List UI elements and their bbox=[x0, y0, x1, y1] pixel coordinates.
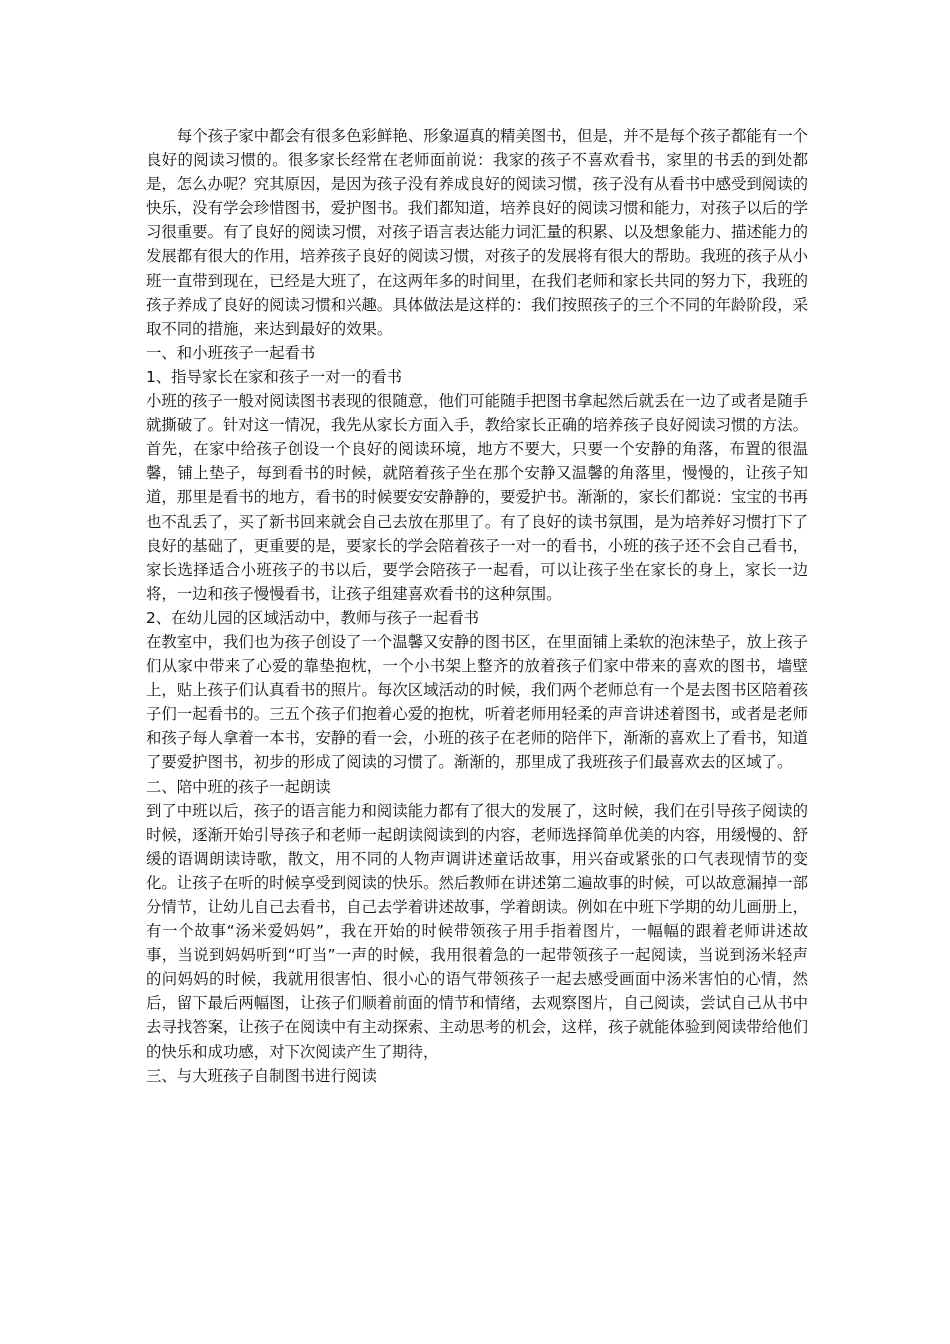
section-heading-1: 一、和小班孩子一起看书 bbox=[146, 343, 316, 362]
body-paragraph-middle-class-reading: 到了中班以后，孩子的语言能力和阅读能力都有了很大的发展了，这时候，我们在引导孩子阅读的时候，逐渐开始引导孩子和老师一起朗读阅读到的内容，老师选择简单优美的内容，用缓慢的、舒缓的语调朗读诗歌，散文，用不同的人物声调讲述童话故事，用兴奋或紧张的口气表现情节的变化。让孩子在听的时候享受到阅读的快乐。然后教师在讲述第二遍故事的时候，可以故意漏掉一部分情节，让幼儿自己去看书，自己去学着讲述故事，学着朗读。例如在中班下学期的幼儿画册上，有一个故事“汤米爱妈妈”，我在开始的时候带领孩子用手指着图片，一幅幅的跟着老师讲述故事，当说到妈妈听到“叮当”一声的时候，我用很着急的一起带领孩子一起阅读，当说到汤米轻声的问妈妈的时候，我就用很害怕、很小心的语气带领孩子一起去感受画面中汤米害怕的心情，然后，留下最后两幅图，让孩子们顺着前面的情节和情绪，去观察图片，自己阅读，尝试自己从书中去寻找答案，让孩子在阅读中有主动探索、主动思考的机会，这样，孩子就能体验到阅读带给他们的快乐和成功感，对下次阅读产生了期待， bbox=[146, 801, 808, 1061]
body-paragraph-classroom-reading-area: 在教室中，我们也为孩子创设了一个温馨又安静的图书区，在里面铺上柔软的泡沫垫子，放上孩子们从家中带来了心爱的靠垫抱枕，一个小书架上整齐的放着孩子们家中带来的喜欢的图书，墙壁上，贴上孩子们认真看书的照片。每次区域活动的时候，我们两个老师总有一个是去图书区陪着孩子们一起看书的。三五个孩子们抱着心爱的抱枕，听着老师用轻柔的声音讲述着图书，或者是老师和孩子每人拿着一本书，安静的看一会，小班的孩子在老师的陪伴下，渐渐的喜欢上了看书，知道了要爱护图书，初步的形成了阅读的习惯了。渐渐的，那里成了我班孩子们最喜欢去的区域了。 bbox=[146, 632, 808, 772]
subsection-heading-1-2: 2、在幼儿园的区域活动中，教师与孩子一起看书 bbox=[146, 608, 479, 627]
intro-paragraph: 每个孩子家中都会有很多色彩鲜艳、形象逼真的精美图书，但是，并不是每个孩子都能有一个良好的阅读习惯的。很多家长经常在老师面前说：我家的孩子不喜欢看书，家里的书丢的到处都是，怎么办呢？究其原因，是因为孩子没有养成良好的阅读习惯，孩子没有从看书中感受到阅读的快乐，没有学会珍惜图书，爱护图书。我们都知道，培养良好的阅读习惯和能力，对孩子以后的学习很重要。有了良好的阅读习惯，对孩子语言表达能力词汇量的积累、以及想象能力、描述能力的发展都有很大的作用，培养孩子良好的阅读习惯，对孩子的发展将有很大的帮助。我班的孩子从小班一直带到现在，已经是大班了，在这两年多的时间里，在我们老师和家长共同的努力下，我班的孩子养成了良好的阅读习惯和兴趣。具体做法是这样的：我们按照孩子的三个不同的年龄阶段，采取不同的措施，来达到最好的效果。 bbox=[146, 127, 808, 338]
section-heading-2: 二、陪中班的孩子一起朗读 bbox=[146, 777, 331, 796]
subsection-heading-1-1: 1、指导家长在家和孩子一对一的看书 bbox=[146, 367, 403, 386]
section-heading-3: 三、与大班孩子自制图书进行阅读 bbox=[146, 1066, 377, 1085]
document-page bbox=[146, 124, 808, 1088]
body-paragraph-small-class-home: 小班的孩子一般对阅读图书表现的很随意，他们可能随手把图书拿起然后就丢在一边了或者是随手就撕破了。针对这一情况，我先从家长方面入手，教给家长正确的培养孩子良好阅读习惯的方法。首先，在家中给孩子创设一个良好的阅读环境，地方不要大，只要一个安静的角落，布置的很温馨，铺上垫子，每到看书的时候，就陪着孩子坐在那个安静又温馨的角落里，慢慢的，让孩子知道，那里是看书的地方，看书的时候要安安静静的，要爱护书。渐渐的，家长们都说：宝宝的书再也不乱丢了，买了新书回来就会自己去放在那里了。有了良好的读书氛围，是为培养好习惯打下了良好的基础了，更重要的是，要家长的学会陪着孩子一对一的看书，小班的孩子还不会自己看书，家长选择适合小班孩子的书以后，要学会陪孩子一起看，可以让孩子坐在家长的身上，家长一边将，一边和孩子慢慢看书，让孩子组建喜欢看书的这种氛围。 bbox=[146, 392, 808, 603]
